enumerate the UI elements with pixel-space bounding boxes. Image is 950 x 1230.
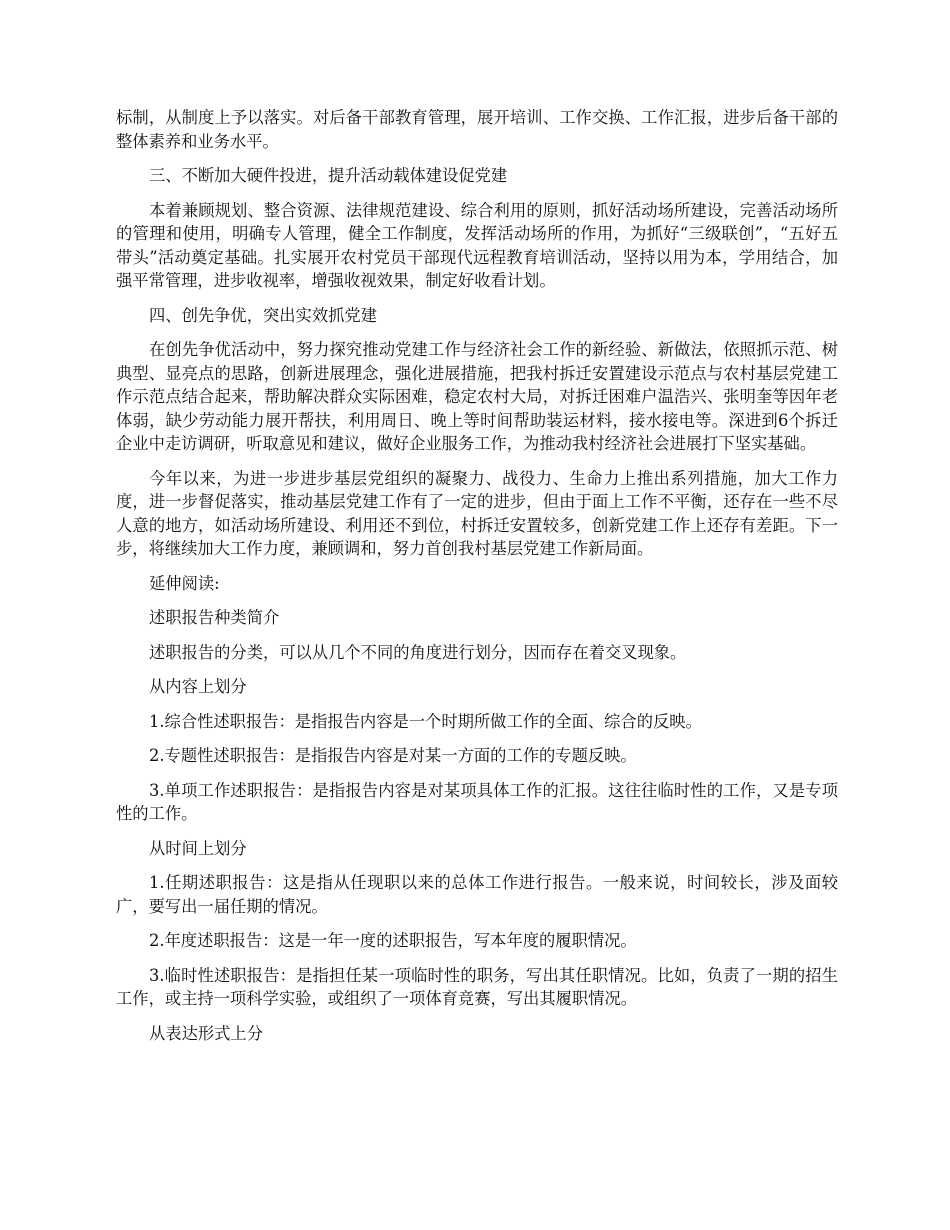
list-item: 3.单项工作述职报告：是指报告内容是对某项具体工作的汇报。这往往临时性的工作，又是专项性的工作。 <box>116 780 838 823</box>
list-item: 2.专题性述职报告：是指报告内容是对某一方面的工作的专题反映。 <box>149 746 637 765</box>
category-heading: 从时间上划分 <box>149 838 247 858</box>
paragraph: 述职报告的分类，可以从几个不同的角度进行划分，因而存在着交叉现象。 <box>149 642 687 662</box>
document-body <box>116 106 838 1056</box>
subsection-title: 述职报告种类简介 <box>149 608 280 627</box>
list-item: 2.年度述职报告：这是一年一度的述职报告，写本年度的履职情况。 <box>149 931 637 950</box>
list-item: 1.综合性述职报告：是指报告内容是一个时期所做工作的全面、综合的反映。 <box>149 711 702 731</box>
category-heading: 从内容上划分 <box>149 677 247 696</box>
list-item: 3.临时性述职报告：是指担任某一项临时性的职务，写出其任职情况。比如，负责了一期的招生工作，或主持一项科学实验，或组织了一项体育竞赛，写出其履职情况。 <box>116 965 838 1008</box>
section-heading-3: 三、不断加大硬件投进，提升活动载体建设促党建 <box>149 166 508 185</box>
section-heading-4: 四、创先争优，突出实效抓党建 <box>149 305 377 325</box>
paragraph-continuation: 标制，从制度上予以落实。对后备干部教育管理，展开培训、工作交换、工作汇报，进步后备干部的整体素养和业务水平。 <box>116 108 838 151</box>
paragraph: 今年以来，为进一步进步基层党组织的凝聚力、战役力、生命力上推出系列措施，加大工作力度，进一步督促落实，推动基层党建工作有了一定的进步，但由于面上工作不平衡，还存在一些不尽人意的地方，如活动场所建设、利用还不到位，村拆迁安置较多，创新党建工作上还存有差距。下一步，将继续加大工作力度，兼顾调和，努力首创我村基层党建工作新局面。 <box>116 468 838 558</box>
extended-reading-label: 延伸阅读: <box>149 573 220 593</box>
list-item: 1.任期述职报告：这是指从任现职以来的总体工作进行报告。一般来说，时间较长，涉及面较广，要写出一届任期的情况。 <box>116 873 838 916</box>
paragraph: 在创先争优活动中，努力探究推动党建工作与经济社会工作的新经验、新做法，依照抓示范、树典型、显亮点的思路，创新进展理念，强化进展措施，把我村拆迁安置建设示范点与农村基层党建工作示范点结合起来，帮助解决群众实际困难，稳定农村大局，对拆迁困难户温浩兴、张明奎等因年老体弱，缺少劳动能力展开帮扶，利用周日、晚上等时间帮助装运材料，接水接电等。深进到6个拆迁企业中走访调研，听取意见和建议，做好企业服务工作，为推动我村经济社会进展打下坚实基础。 <box>116 340 838 453</box>
paragraph: 本着兼顾规划、整合资源、法律规范建设、综合利用的原则，抓好活动场所建设，完善活动场所的管理和使用，明确专人管理，健全工作制度，发挥活动场所的作用，为抓好“三级联创”，“五好五带头”活动奠定基础。扎实展开农村党员干部现代远程教育培训活动，坚持以用为本，学用结合，加强平常管理，进步收视率，增强收视效果，制定好收看计划。 <box>116 200 838 290</box>
category-heading: 从表达形式上分 <box>149 1023 263 1043</box>
